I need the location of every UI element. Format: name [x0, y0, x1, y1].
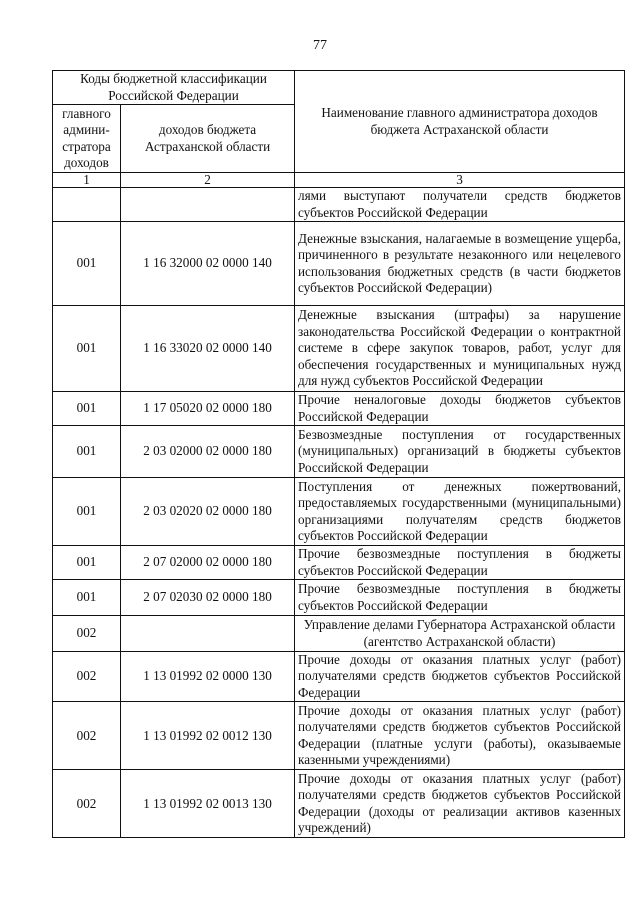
revenue-name: лями выступают получатели средств бюджетов субъектов Российской Федерации	[295, 188, 625, 222]
table-row	[53, 188, 625, 222]
revenue-name: Поступления от денежных пожертвований, предоставляемых государственными (муниципальными) организациями получателям средств бюджетов субъектов Российской Федерации	[295, 478, 625, 546]
page-number: 77	[313, 38, 327, 53]
revenue-code: 2 03 02000 02 0000 180	[121, 426, 295, 478]
revenue-name: Прочие безвозмездные поступления в бюджеты субъектов Российской Федерации	[295, 580, 625, 616]
header-main-admin: главного админи-стратора доходов	[53, 105, 121, 173]
table-row	[53, 580, 625, 616]
revenue-name: Прочие доходы от оказания платных услуг (работ) получателями средств бюджетов субъектов Российской Федерации (платные услуги (работы), оказываемые казенными учреждениями)	[295, 702, 625, 770]
revenue-name: Прочие безвозмездные поступления в бюджеты субъектов Российской Федерации	[295, 546, 625, 580]
revenue-name: Управление делами Губернатора Астраханской области (агентство Астраханской области)	[295, 616, 625, 652]
table-row	[53, 426, 625, 478]
column-number: 1	[53, 173, 121, 188]
column-number: 2	[121, 173, 295, 188]
revenue-name: Прочие доходы от оказания платных услуг (работ) получателями средств бюджетов субъектов Российской Федерации	[295, 652, 625, 702]
header-row-group	[53, 71, 625, 105]
table-row	[53, 478, 625, 546]
revenue-name: Безвозмездные поступления от государственных (муниципальных) организаций в бюджеты субъектов Российской Федерации	[295, 426, 625, 478]
revenue-code	[121, 616, 295, 652]
revenue-code: 2 07 02000 02 0000 180	[121, 546, 295, 580]
admin-code: 001	[53, 306, 121, 392]
revenue-name: Прочие доходы от оказания платных услуг (работ) получателями средств бюджетов субъектов Российской Федерации (доходы от реализации активов казенных учреждений)	[295, 770, 625, 838]
admin-code: 001	[53, 546, 121, 580]
table-row	[53, 702, 625, 770]
revenue-code: 1 13 01992 02 0013 130	[121, 770, 295, 838]
header-revenue-code: доходов бюджета Астраханской области	[121, 105, 295, 173]
revenue-code: 1 17 05020 02 0000 180	[121, 392, 295, 426]
admin-code	[53, 188, 121, 222]
admin-code: 001	[53, 222, 121, 306]
revenue-code: 1 16 32000 02 0000 140	[121, 222, 295, 306]
revenue-name: Прочие неналоговые доходы бюджетов субъектов Российской Федерации	[295, 392, 625, 426]
revenue-code: 1 16 33020 02 0000 140	[121, 306, 295, 392]
revenue-code: 2 03 02020 02 0000 180	[121, 478, 295, 546]
table-row	[53, 616, 625, 652]
revenue-code: 1 13 01992 02 0000 130	[121, 652, 295, 702]
table-row	[53, 770, 625, 838]
admin-code: 001	[53, 392, 121, 426]
admin-code: 002	[53, 770, 121, 838]
budget-classification-table	[52, 70, 625, 838]
admin-code: 002	[53, 652, 121, 702]
header-admin-name: Наименование главного администратора доходов бюджета Астраханской области	[295, 71, 625, 173]
header-budget-codes: Коды бюджетной классификации Российской Федерации	[53, 71, 295, 105]
admin-code: 001	[53, 478, 121, 546]
table-row	[53, 652, 625, 702]
table-row	[53, 222, 625, 306]
revenue-name: Денежные взыскания (штрафы) за нарушение законодательства Российской Федерации о контрактной системе в сфере закупок товаров, работ, услуг для обеспечения государственных и муниципальных нужд для нужд субъектов Российской Федерации	[295, 306, 625, 392]
table-row	[53, 546, 625, 580]
revenue-code: 2 07 02030 02 0000 180	[121, 580, 295, 616]
table-row	[53, 392, 625, 426]
revenue-code: 1 13 01992 02 0012 130	[121, 702, 295, 770]
column-number-row	[53, 173, 625, 188]
admin-code: 002	[53, 702, 121, 770]
table-row	[53, 306, 625, 392]
admin-code: 002	[53, 616, 121, 652]
admin-code: 001	[53, 426, 121, 478]
revenue-code	[121, 188, 295, 222]
column-number: 3	[295, 173, 625, 188]
admin-code: 001	[53, 580, 121, 616]
revenue-name: Денежные взыскания, налагаемые в возмещение ущерба, причиненного в результате незаконного или нецелевого использования бюджетных средств (в части бюджетов субъектов Российской Федерации)	[295, 222, 625, 306]
